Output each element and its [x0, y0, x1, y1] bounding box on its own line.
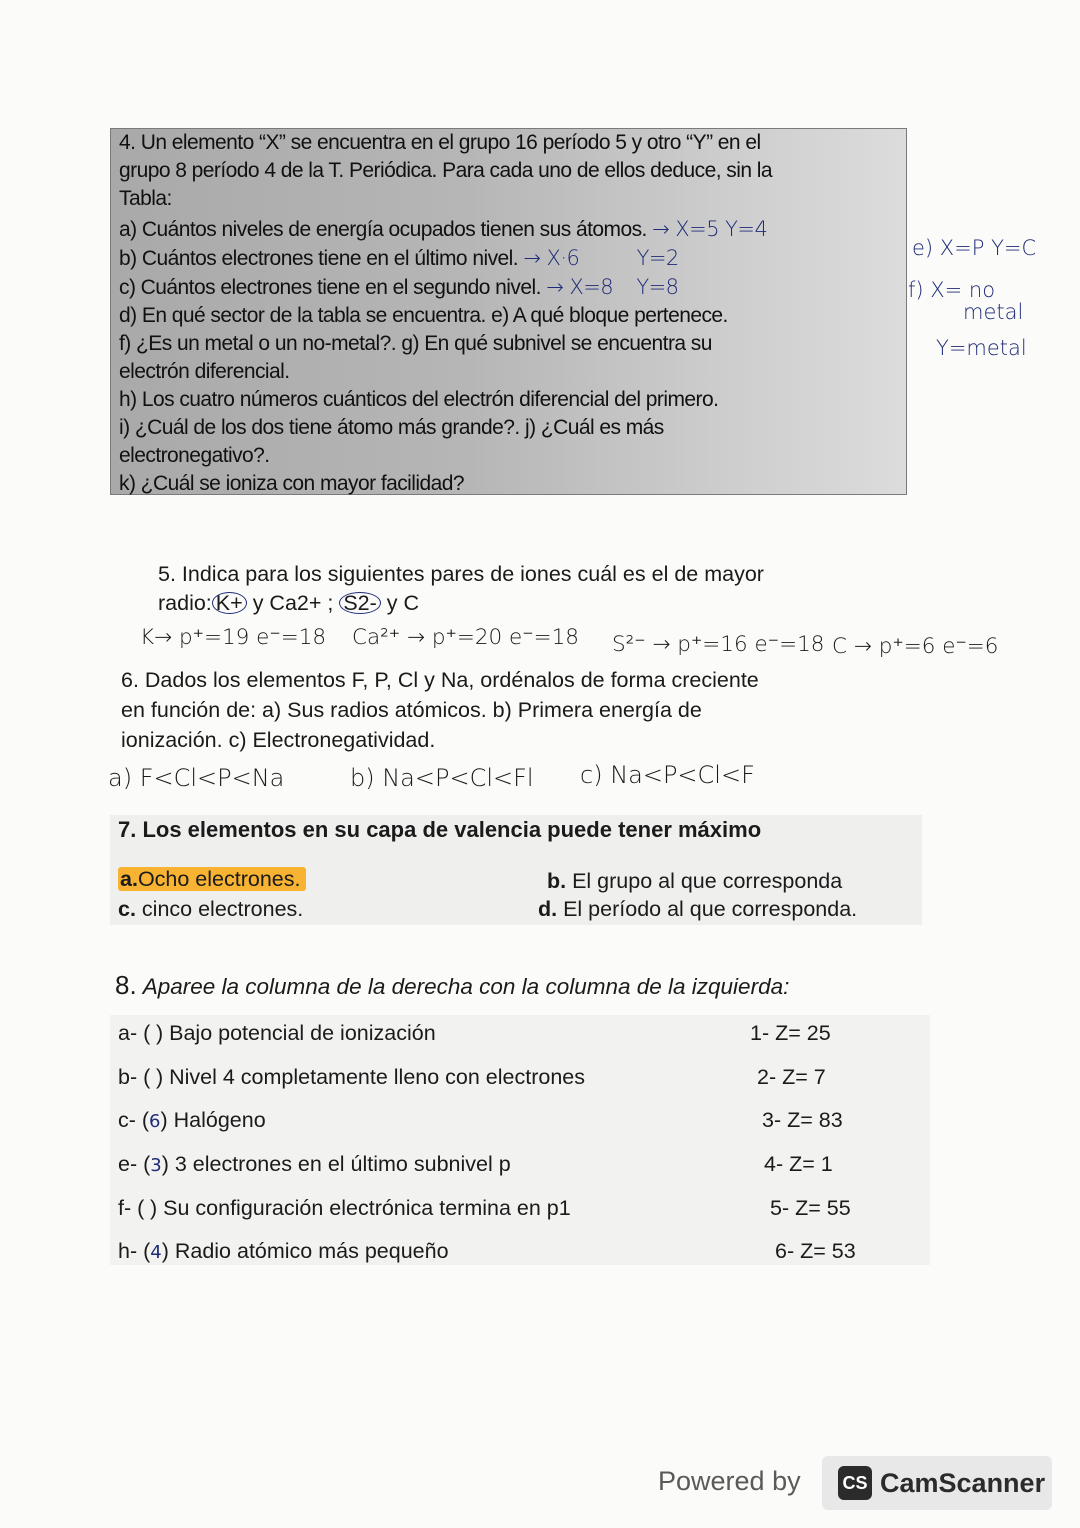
- q5-hw-ca: Ca²⁺ → p⁺=20 e⁻=18: [352, 625, 579, 650]
- q8-right-6: 6- Z= 53: [775, 1239, 856, 1263]
- q8-right-4: 4- Z= 1: [764, 1152, 833, 1176]
- q7-d-text: El período al que corresponda.: [563, 897, 858, 921]
- q6-line-2: en función de: a) Sus radios atómicos. b) Primera energía de: [121, 698, 702, 722]
- q4-line-a: [119, 217, 767, 242]
- q4-line-j: electronegativo?.: [119, 444, 270, 467]
- q4-c-answer: → X=8: [546, 275, 614, 299]
- q4-line-3: Tabla:: [119, 187, 172, 210]
- q4-line-k: k) ¿Cuál se ioniza con mayor facilidad?: [119, 472, 465, 495]
- q8-h-text: ) Radio atómico más pequeño: [161, 1239, 449, 1263]
- q5-k-circled: K+: [212, 592, 247, 614]
- q4-line-f2: electrón diferencial.: [119, 360, 290, 383]
- q7-d-letter: d.: [538, 897, 558, 921]
- q7-c-letter: c.: [118, 897, 136, 921]
- q6-hw-c: c) Na<P<Cl<F: [580, 761, 755, 789]
- q4-line-b: [119, 246, 679, 271]
- powered-by-text: Powered by: [658, 1466, 801, 1496]
- q4-line-h: h) Los cuatro números cuánticos del electrón diferencial del primero.: [119, 388, 719, 411]
- q4-line-1: 4. Un elemento “X” se encuentra en el grupo 16 período 5 y otro “Y” en el: [119, 131, 761, 154]
- q4-line-f: f) ¿Es un metal o un no-metal?. g) En qué subnivel se encuentra su: [119, 332, 712, 355]
- q8-left-h: [118, 1239, 449, 1264]
- q8-c-prefix: c- (: [118, 1108, 150, 1132]
- q7-a-letter: a.: [120, 867, 138, 891]
- q7-option-b: [547, 869, 842, 894]
- q8-title-text: Aparee la columna de la derecha con la columna de la izquierda:: [142, 974, 790, 999]
- q8-b-prefix: b- (: [118, 1065, 151, 1089]
- q7-b-letter: b.: [547, 869, 567, 893]
- q8-b-text: ) Nivel 4 completamente lleno con electrones: [155, 1065, 586, 1089]
- q5-hw-c: C → p⁺=6 e⁻=6: [832, 634, 999, 659]
- q4-side-e: e) X=P Y=C: [912, 236, 1037, 260]
- q4-c-answer-y: Y=8: [636, 275, 679, 299]
- q4-b-text: b) Cuántos electrones tiene en el último nivel.: [119, 247, 519, 270]
- q5-radio: radio:: [158, 591, 212, 615]
- question-7-box: [110, 815, 922, 925]
- camscanner-badge: [822, 1456, 1052, 1510]
- q8-left-b: [118, 1065, 585, 1090]
- q8-a-prefix: a- (: [118, 1021, 151, 1045]
- q6-line-1: 6. Dados los elementos F, P, Cl y Na, ordénalos de forma creciente: [121, 668, 759, 692]
- q5-hw-s: S²⁻ → p⁺=16 e⁻=18: [612, 632, 825, 657]
- q8-f-text: ) Su configuración electrónica termina en p1: [150, 1196, 571, 1220]
- q4-line-i: i) ¿Cuál de los dos tiene átomo más grande?. j) ¿Cuál es más: [119, 416, 664, 439]
- q5-s-circled: S2-: [339, 592, 380, 614]
- q8-e-prefix: e- (: [118, 1152, 151, 1176]
- q8-title: [115, 970, 789, 1001]
- q8-c-mark: 6: [149, 1111, 161, 1132]
- q8-right-2: 2- Z= 7: [757, 1065, 826, 1089]
- camscanner-brand: CamScanner: [880, 1468, 1046, 1498]
- q7-option-d: [538, 897, 857, 922]
- q7-c-text: cinco electrones.: [141, 897, 304, 921]
- q5-line-2: [158, 590, 419, 616]
- q4-side-f2: metal: [963, 300, 1024, 324]
- q5-line-1: 5. Indica para los siguientes pares de iones cuál es el de mayor: [158, 562, 764, 586]
- q4-a-text: a) Cuántos niveles de energía ocupados tienen sus átomos.: [119, 218, 647, 241]
- q8-left-e: [118, 1152, 511, 1177]
- q4-b-answer-y: Y=2: [636, 246, 679, 270]
- q8-right-3: 3- Z= 83: [762, 1108, 843, 1132]
- q8-left-f: [118, 1196, 571, 1221]
- question-4-box: [110, 128, 907, 495]
- q6-hw-a: a) F<Cl<P<Na: [108, 764, 285, 792]
- q8-left-c: [118, 1108, 266, 1133]
- q8-c-text: ) Halógeno: [160, 1108, 266, 1132]
- q8-right-1: 1- Z= 25: [750, 1021, 831, 1045]
- q5-rest2: y C: [386, 591, 420, 615]
- q8-number: 8.: [115, 970, 137, 1000]
- q4-line-d: d) En qué sector de la tabla se encuentra. e) A qué bloque pertenece.: [119, 304, 728, 327]
- q4-c-text: c) Cuántos electrones tiene en el segundo nivel.: [119, 276, 541, 299]
- q4-line-2: grupo 8 período 4 de la T. Periódica. Para cada uno de ellos deduce, sin la: [119, 159, 773, 182]
- q8-left-a: [118, 1021, 436, 1046]
- q8-e-text: ) 3 electrones en el último subnivel p: [161, 1152, 511, 1176]
- q8-e-mark: 3: [150, 1155, 162, 1176]
- q7-b-text: El grupo al que corresponda: [572, 869, 843, 893]
- q8-f-prefix: f- (: [118, 1196, 145, 1220]
- q4-side-f3: Y=metal: [936, 336, 1027, 360]
- q5-rest1: y Ca2+ ;: [252, 591, 334, 615]
- q4-side-f: f) X= no: [908, 278, 996, 302]
- q5-hw-k: K→ p⁺=19 e⁻=18: [140, 625, 327, 650]
- q7-title: 7. Los elementos en su capa de valencia puede tener máximo: [118, 817, 762, 842]
- q8-h-prefix: h- (: [118, 1239, 151, 1263]
- camscanner-logo-icon: CS: [838, 1466, 872, 1500]
- q8-h-mark: 4: [150, 1242, 162, 1263]
- q8-a-text: ) Bajo potencial de ionización: [155, 1021, 436, 1045]
- q8-right-5: 5- Z= 55: [770, 1196, 851, 1220]
- q6-hw-b: b) Na<P<Cl<Fl: [350, 764, 534, 792]
- q4-b-answer: → X·6: [523, 246, 580, 270]
- q7-option-c: [118, 897, 303, 922]
- q7-a-text: Ocho electrones.: [137, 867, 301, 891]
- q4-a-answer: → X=5 Y=4: [652, 217, 768, 241]
- question-8-box: [110, 1015, 930, 1265]
- q4-line-c: [119, 275, 679, 300]
- q6-line-3: ionización. c) Electronegatividad.: [121, 728, 436, 752]
- q7-option-a-highlight: [118, 867, 306, 891]
- q7-option-a: [118, 867, 306, 892]
